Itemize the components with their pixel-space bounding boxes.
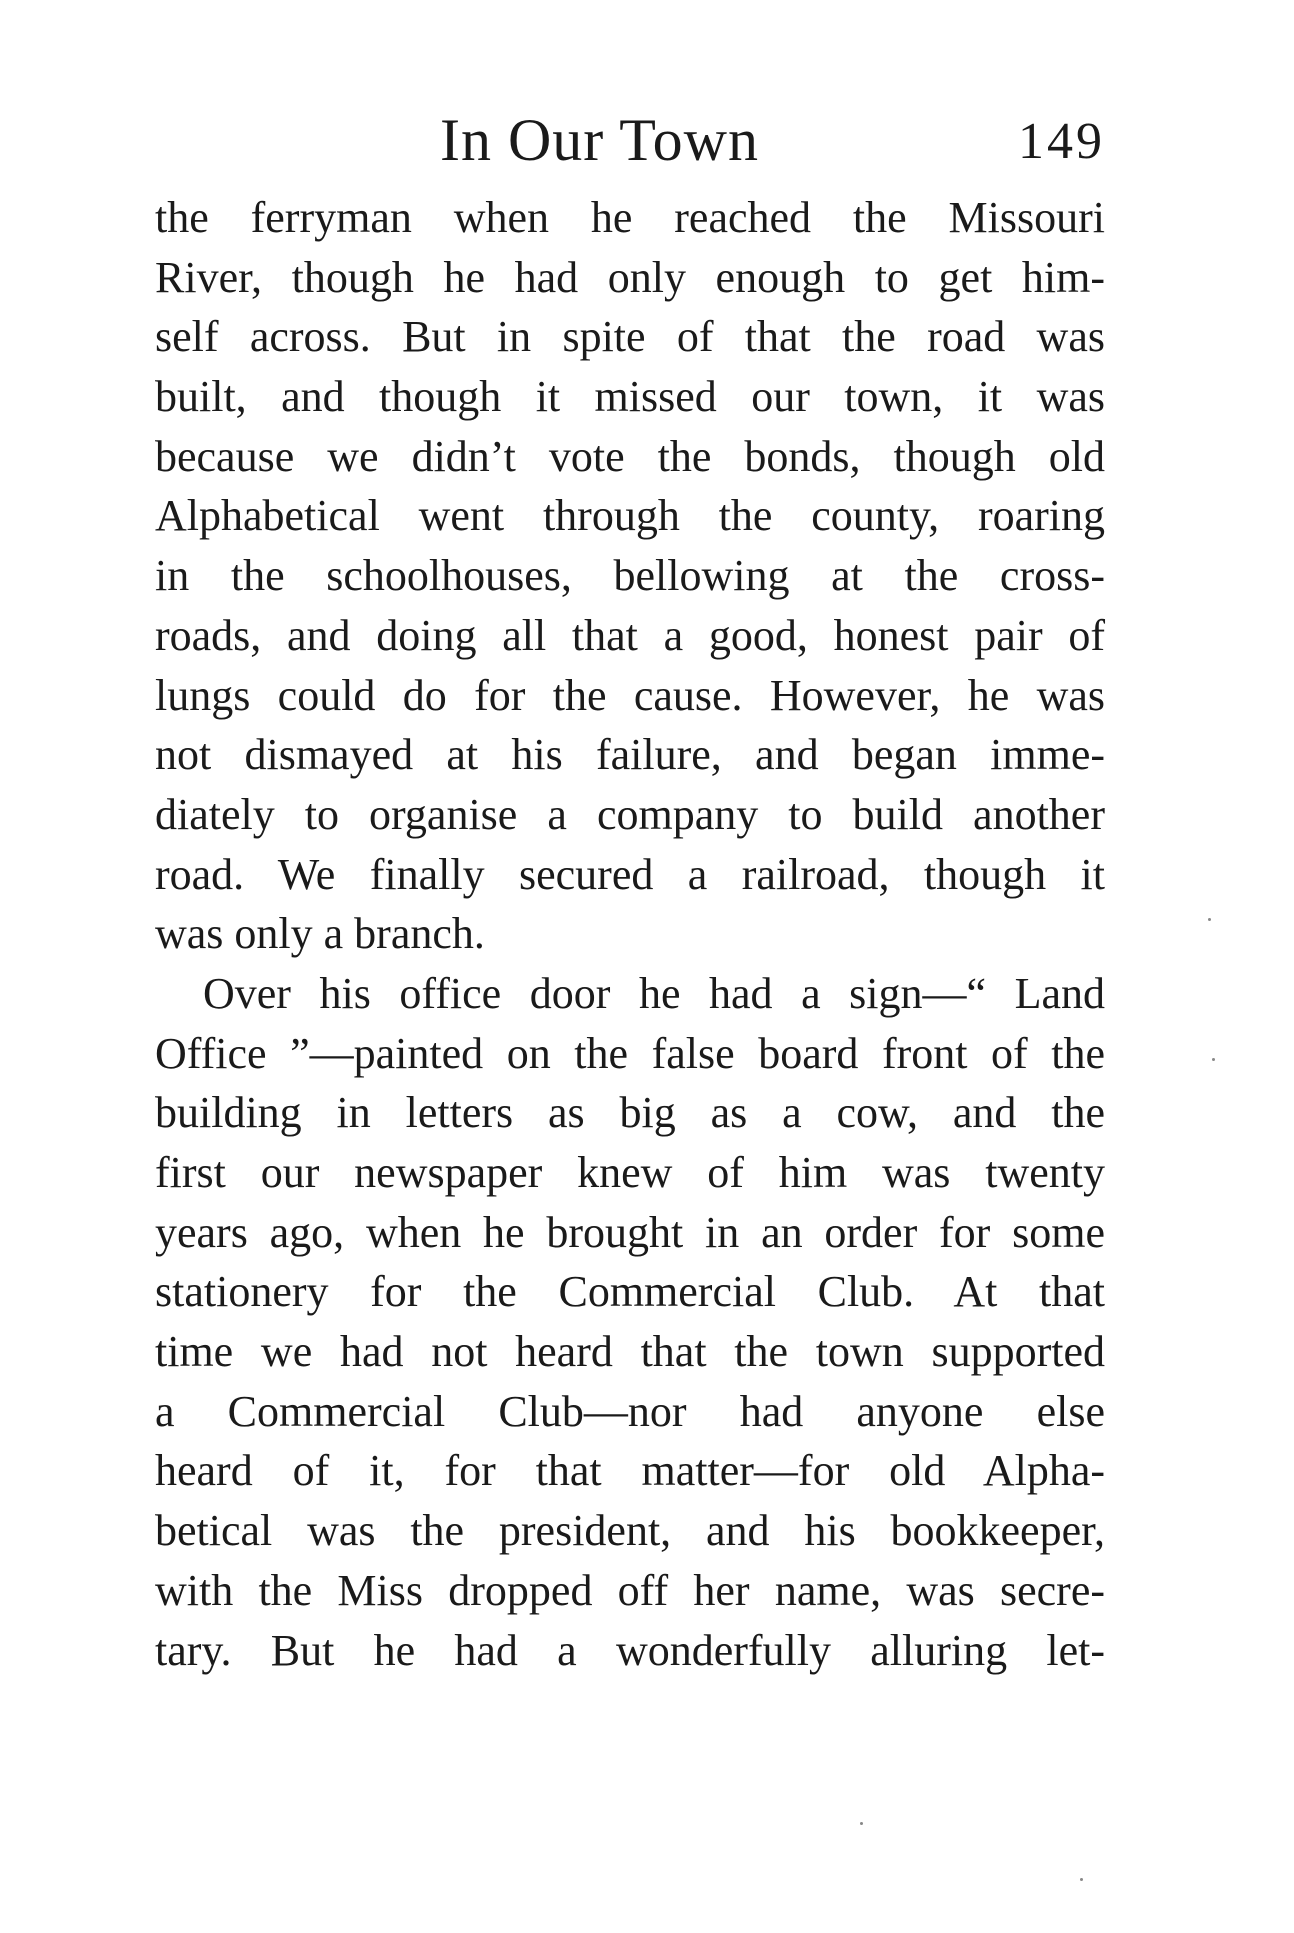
text-line: diately to organise a company to build another	[155, 789, 1105, 839]
running-head	[155, 105, 1105, 175]
text-line: built, and though it missed our town, it was	[155, 372, 1105, 422]
text-line: building in letters as big as a cow, and the	[155, 1088, 1105, 1138]
running-title: In Our Town	[440, 107, 759, 173]
scan-speck	[860, 1822, 863, 1825]
text-line: first our newspaper knew of him was twenty	[155, 1148, 1105, 1197]
text-line: was only a branch.	[155, 909, 485, 959]
text-line: heard of it, for that matter—for old Alpha-	[155, 1446, 1105, 1496]
text-line: because we didn’t vote the bonds, though old	[155, 431, 1105, 481]
text-line: stationery for the Commercial Club. At that	[155, 1267, 1105, 1317]
scan-speck	[1208, 918, 1211, 921]
page-number: 149	[1018, 113, 1105, 170]
scan-speck	[1212, 1058, 1215, 1061]
text-line: River, though he had only enough to get him-	[155, 252, 1105, 302]
text-line: lungs could do for the cause. However, he was	[155, 670, 1105, 720]
text-line: self across. But in spite of that the road was	[155, 312, 1105, 362]
text-line: road. We finally secured a railroad, though it	[155, 849, 1105, 899]
text-line: with the Miss dropped off her name, was secre-	[155, 1565, 1105, 1615]
body-text	[155, 188, 1105, 1680]
text-line: Office ”—painted on the false board front of the	[155, 1028, 1105, 1078]
text-line: betical was the president, and his bookkeeper,	[155, 1506, 1105, 1556]
text-line: not dismayed at his failure, and began imme-	[155, 730, 1105, 780]
text-line: tary. But he had a wonderfully alluring let-	[155, 1625, 1105, 1675]
scan-speck	[1080, 1878, 1083, 1881]
text-line: years ago, when he brought in an order for some	[155, 1207, 1105, 1257]
text-line: in the schoolhouses, bellowing at the cross-	[155, 551, 1105, 601]
text-line: a Commercial Club—nor had anyone else	[155, 1386, 1105, 1436]
text-line: Over his office door he had a sign—“ Land	[203, 968, 1105, 1018]
text-line: roads, and doing all that a good, honest pair of	[155, 610, 1105, 660]
text-line: Alphabetical went through the county, roaring	[155, 491, 1105, 541]
text-line: time we had not heard that the town supported	[155, 1327, 1105, 1377]
text-line: the ferryman when he reached the Missouri	[155, 193, 1105, 242]
